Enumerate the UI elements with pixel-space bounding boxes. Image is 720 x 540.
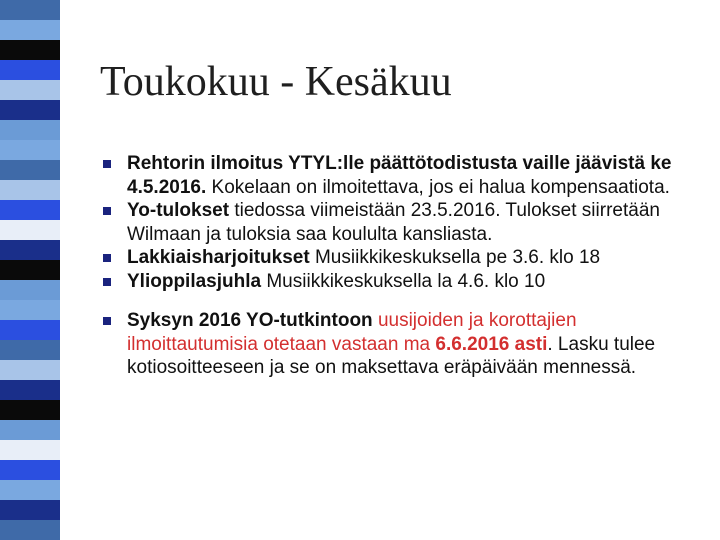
stripe-block — [0, 200, 60, 220]
stripe-block — [0, 420, 60, 440]
item-bold-text: Lakkiaisharjoitukset — [127, 247, 310, 268]
stripe-block — [0, 440, 60, 460]
stripe-block — [0, 160, 60, 180]
slide-title: Toukokuu - Kesäkuu — [100, 59, 452, 105]
square-bullet-icon — [103, 317, 111, 325]
stripe-block — [0, 340, 60, 360]
item-text: Musiikkikeskuksella pe 3.6. klo 18 — [309, 247, 601, 268]
item-bold-text: Ylioppilasjuhla — [127, 270, 262, 292]
list-item — [102, 199, 702, 246]
stripe-block — [0, 0, 60, 20]
stripe-block — [0, 20, 60, 40]
stripe-block — [0, 80, 60, 100]
stripe-block — [0, 220, 60, 240]
list-item — [102, 152, 702, 199]
stripe-block — [0, 240, 60, 260]
square-bullet-icon — [103, 160, 111, 168]
decorative-stripe — [0, 0, 60, 540]
square-bullet-icon — [103, 254, 111, 262]
item-highlight-bold-text: 6.6.2016 asti — [435, 333, 548, 355]
stripe-block — [0, 40, 60, 60]
item-bold-text: Rehtorin ilmoitus YTYL:lle päättötodistusta vaille jäävistä ke 4.5.2016. — [127, 153, 672, 198]
stripe-block — [0, 300, 60, 320]
stripe-block — [0, 520, 60, 540]
stripe-block — [0, 460, 60, 480]
list-item — [102, 270, 702, 294]
square-bullet-icon — [103, 207, 111, 215]
stripe-block — [0, 280, 60, 300]
item-highlight-text: uusijoiden ja korottajien ilmoittautumisia otetaan vastaan ma — [127, 310, 577, 355]
item-text: Kokelaan on ilmoitettava, jos ei halua kompensaatiota. — [206, 176, 670, 198]
bullet-list — [102, 152, 702, 380]
stripe-block — [0, 480, 60, 500]
item-bold-text: Yo-tulokset — [127, 200, 230, 221]
stripe-block — [0, 140, 60, 160]
stripe-block — [0, 500, 60, 520]
item-text: tiedossa viimeistään 23.5.2016. Tulokset siirretään Wilmaan ja tuloksia saa koululta kansliasta. — [127, 200, 660, 245]
stripe-block — [0, 320, 60, 340]
item-text: Musiikkikeskuksella la 4.6. klo 10 — [261, 270, 546, 292]
square-bullet-icon — [103, 278, 111, 286]
stripe-block — [0, 380, 60, 400]
stripe-block — [0, 60, 60, 80]
item-text: . Lasku tulee kotiosoitteeseen ja se on maksettava eräpäivään mennessä. — [127, 333, 656, 378]
stripe-block — [0, 400, 60, 420]
stripe-block — [0, 120, 60, 140]
stripe-block — [0, 100, 60, 120]
stripe-block — [0, 260, 60, 280]
list-item — [102, 246, 702, 270]
item-bold-text: Syksyn 2016 YO-tutkintoon — [127, 310, 373, 331]
list-item — [102, 309, 702, 380]
stripe-block — [0, 180, 60, 200]
stripe-block — [0, 360, 60, 380]
